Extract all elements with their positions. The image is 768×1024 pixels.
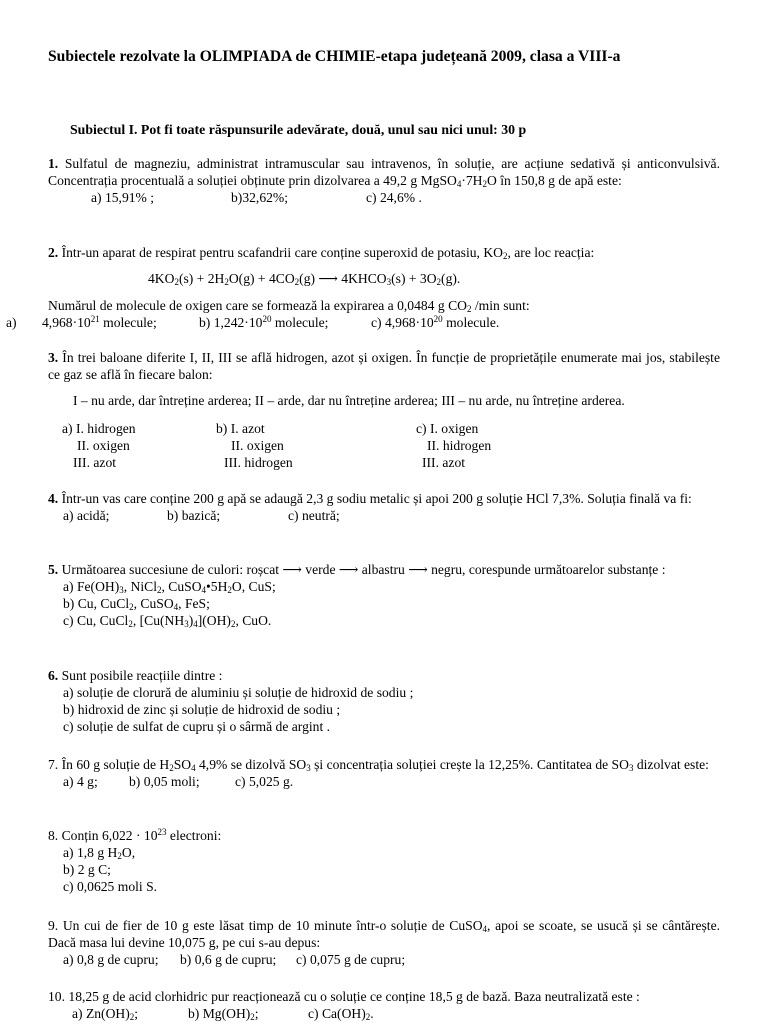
question-3-properties: I – nu arde, dar întreține arderea; II – arde, dar nu întreține arderea; III – nu arde, nu întreține arderea.	[73, 393, 625, 408]
option-b: b) $1,242\cdot 10^{20}$ molecule;	[199, 314, 329, 330]
option-c: c) neutră;	[288, 508, 340, 523]
option-c: c) 24,6% .	[366, 190, 422, 205]
question-8	[48, 827, 720, 895]
option-c: c) I. oxigen II. hidrogen III. azot	[416, 421, 492, 470]
option-c: c) $4,968\cdot 10^{20}$ molecule.	[371, 314, 500, 330]
question-6-text: 6. Sunt posibile reacțiile dintre :	[48, 668, 223, 683]
question-7	[48, 756, 720, 790]
option-a: a) $Zn(OH)_2$;	[72, 1006, 139, 1022]
question-4-options	[48, 507, 720, 524]
option-b: b)32,62%;	[231, 190, 289, 205]
question-3-options	[48, 420, 720, 476]
option-b: b) $Mg(OH)_2$;	[188, 1006, 259, 1022]
option-b: b) Cu, CuCl$_2$, CuSO$_4$, FeS;	[63, 596, 210, 612]
question-9-text: 9. Un cui de fier de 10 g este lăsat timp de 10 minute într-o soluție de CuSO$_4$, apoi se scoate, se usucă și se cântărește. Dacă masa lui devine 10,075 g, pe cui s-au depus:	[48, 918, 720, 950]
question-9-options	[48, 951, 720, 968]
option-c: c) Cu, CuCl$_2$, $[Cu(NH_3)_4](OH)_2$, CuO.	[63, 613, 272, 629]
question-10	[48, 988, 720, 1022]
option-a: a) soluție de clorură de aluminiu și soluție de hidroxid de sodiu ;	[63, 685, 414, 700]
question-10-text: 10. 18,25 g de acid clorhidric pur reacționează cu o soluție ce conține 18,5 g de bază. Baza neutralizată este :	[48, 989, 640, 1004]
option-c: c) soluție de sulfat de cupru și o sârmă de argint .	[63, 719, 331, 734]
option-a: a) 4 g;	[63, 774, 98, 789]
option-a: $4,968\cdot 10^{21}$ molecule;	[42, 314, 157, 330]
question-8-text: 8. Conțin $6,022 \cdot 10^{23}$ electroni:	[48, 827, 222, 843]
option-c: c) 0,075 g de cupru;	[296, 952, 406, 967]
option-b: b) I. azot II. oxigen III. hidrogen	[216, 421, 293, 470]
question-2-line2: Numărul de molecule de oxigen care se formează la expirarea a 0,0484 g $CO_2$ /min sunt:	[48, 298, 530, 314]
question-2-options	[6, 314, 720, 331]
question-5-text: 5. Următoarea succesiune de culori: roșcat ⟶ verde ⟶ albastru ⟶ negru, corespunde următoarelor substanțe :	[48, 562, 666, 577]
question-10-options	[48, 1005, 720, 1022]
option-c: c) 5,025 g.	[235, 774, 294, 789]
question-4	[48, 490, 720, 524]
option-a: a) 0,8 g de cupru;	[63, 952, 159, 967]
option-b: b) 2 g C;	[63, 862, 111, 877]
page-title: Subiectele rezolvate la OLIMPIADA de CHIMIE-etapa județeană 2009, clasa a VIII-a	[48, 48, 621, 65]
option-a-label: a)	[6, 315, 17, 330]
option-c: c) 0,0625 moli S.	[63, 879, 158, 894]
question-4-text: 4. Într-un vas care conține 200 g apă se adaugă 2,3 g sodiu metalic și apoi 200 g soluție HCl 7,3%. Soluția finală va fi:	[48, 491, 692, 506]
question-1	[48, 155, 720, 206]
option-a: a) 1,8 g $H_2O$,	[63, 845, 136, 861]
question-1-options	[48, 189, 720, 206]
option-b: b) bazică;	[167, 508, 221, 523]
question-7-options	[48, 773, 720, 790]
question-5	[48, 561, 720, 629]
question-2	[6, 244, 720, 331]
option-b: b) hidroxid de zinc și soluție de hidroxid de sodiu ;	[63, 702, 341, 717]
question-6	[48, 667, 720, 735]
subject-heading: Subiectul I. Pot fi toate răspunsurile adevărate, două, unul sau nici unul: 30 p	[70, 122, 527, 137]
question-2-equation: $4KO_2(s) + 2H_2O(g) + 4CO_2(g)$ ⟶ $4KHCO_3(s) + 3O_2(g)$.	[148, 271, 461, 287]
option-c: c) $Ca(OH)_2$.	[308, 1006, 374, 1022]
option-a: a) I. hidrogen II. oxigen III. azot	[62, 421, 136, 470]
question-2-text: 2. Într-un aparat de respirat pentru scafandrii care conține superoxid de potasiu, $KO_2$, are loc reacția:	[48, 245, 595, 261]
question-9	[48, 917, 720, 968]
option-b: b) 0,05 moli;	[129, 774, 200, 789]
question-7-text: 7. În 60 g soluție de $H_2SO_4$ 4,9% se dizolvă $SO_3$ și concentrația soluției crește la 12,25%. Cantitatea de $SO_3$ dizolvat este:	[48, 757, 709, 773]
question-1-text: 1. Sulfatul de magneziu, administrat intramuscular sau intravenos, în soluție, are acțiune sedativă și anticonvulsivă. Concentrația procentuală a soluției obținute prin dizolvarea a 49,2 g $MgSO_4\cdot 7H_2O$ în 150,8 g de apă este:	[48, 156, 720, 189]
option-a: a) $Fe(OH)_3$, NiCl$_2$, $CuSO_4•5H_2O$, CuS;	[63, 579, 276, 595]
option-b: b) 0,6 g de cupru;	[180, 952, 277, 967]
question-3	[48, 349, 720, 476]
question-3-text: 3. În trei baloane diferite I, II, III se află hidrogen, azot și oxigen. În funcție de proprietățile enumerate mai jos, stabilește ce gaz se află în fiecare balon:	[48, 350, 720, 382]
option-a: a) acidă;	[63, 508, 110, 523]
option-a: a) 15,91% ;	[91, 190, 155, 205]
